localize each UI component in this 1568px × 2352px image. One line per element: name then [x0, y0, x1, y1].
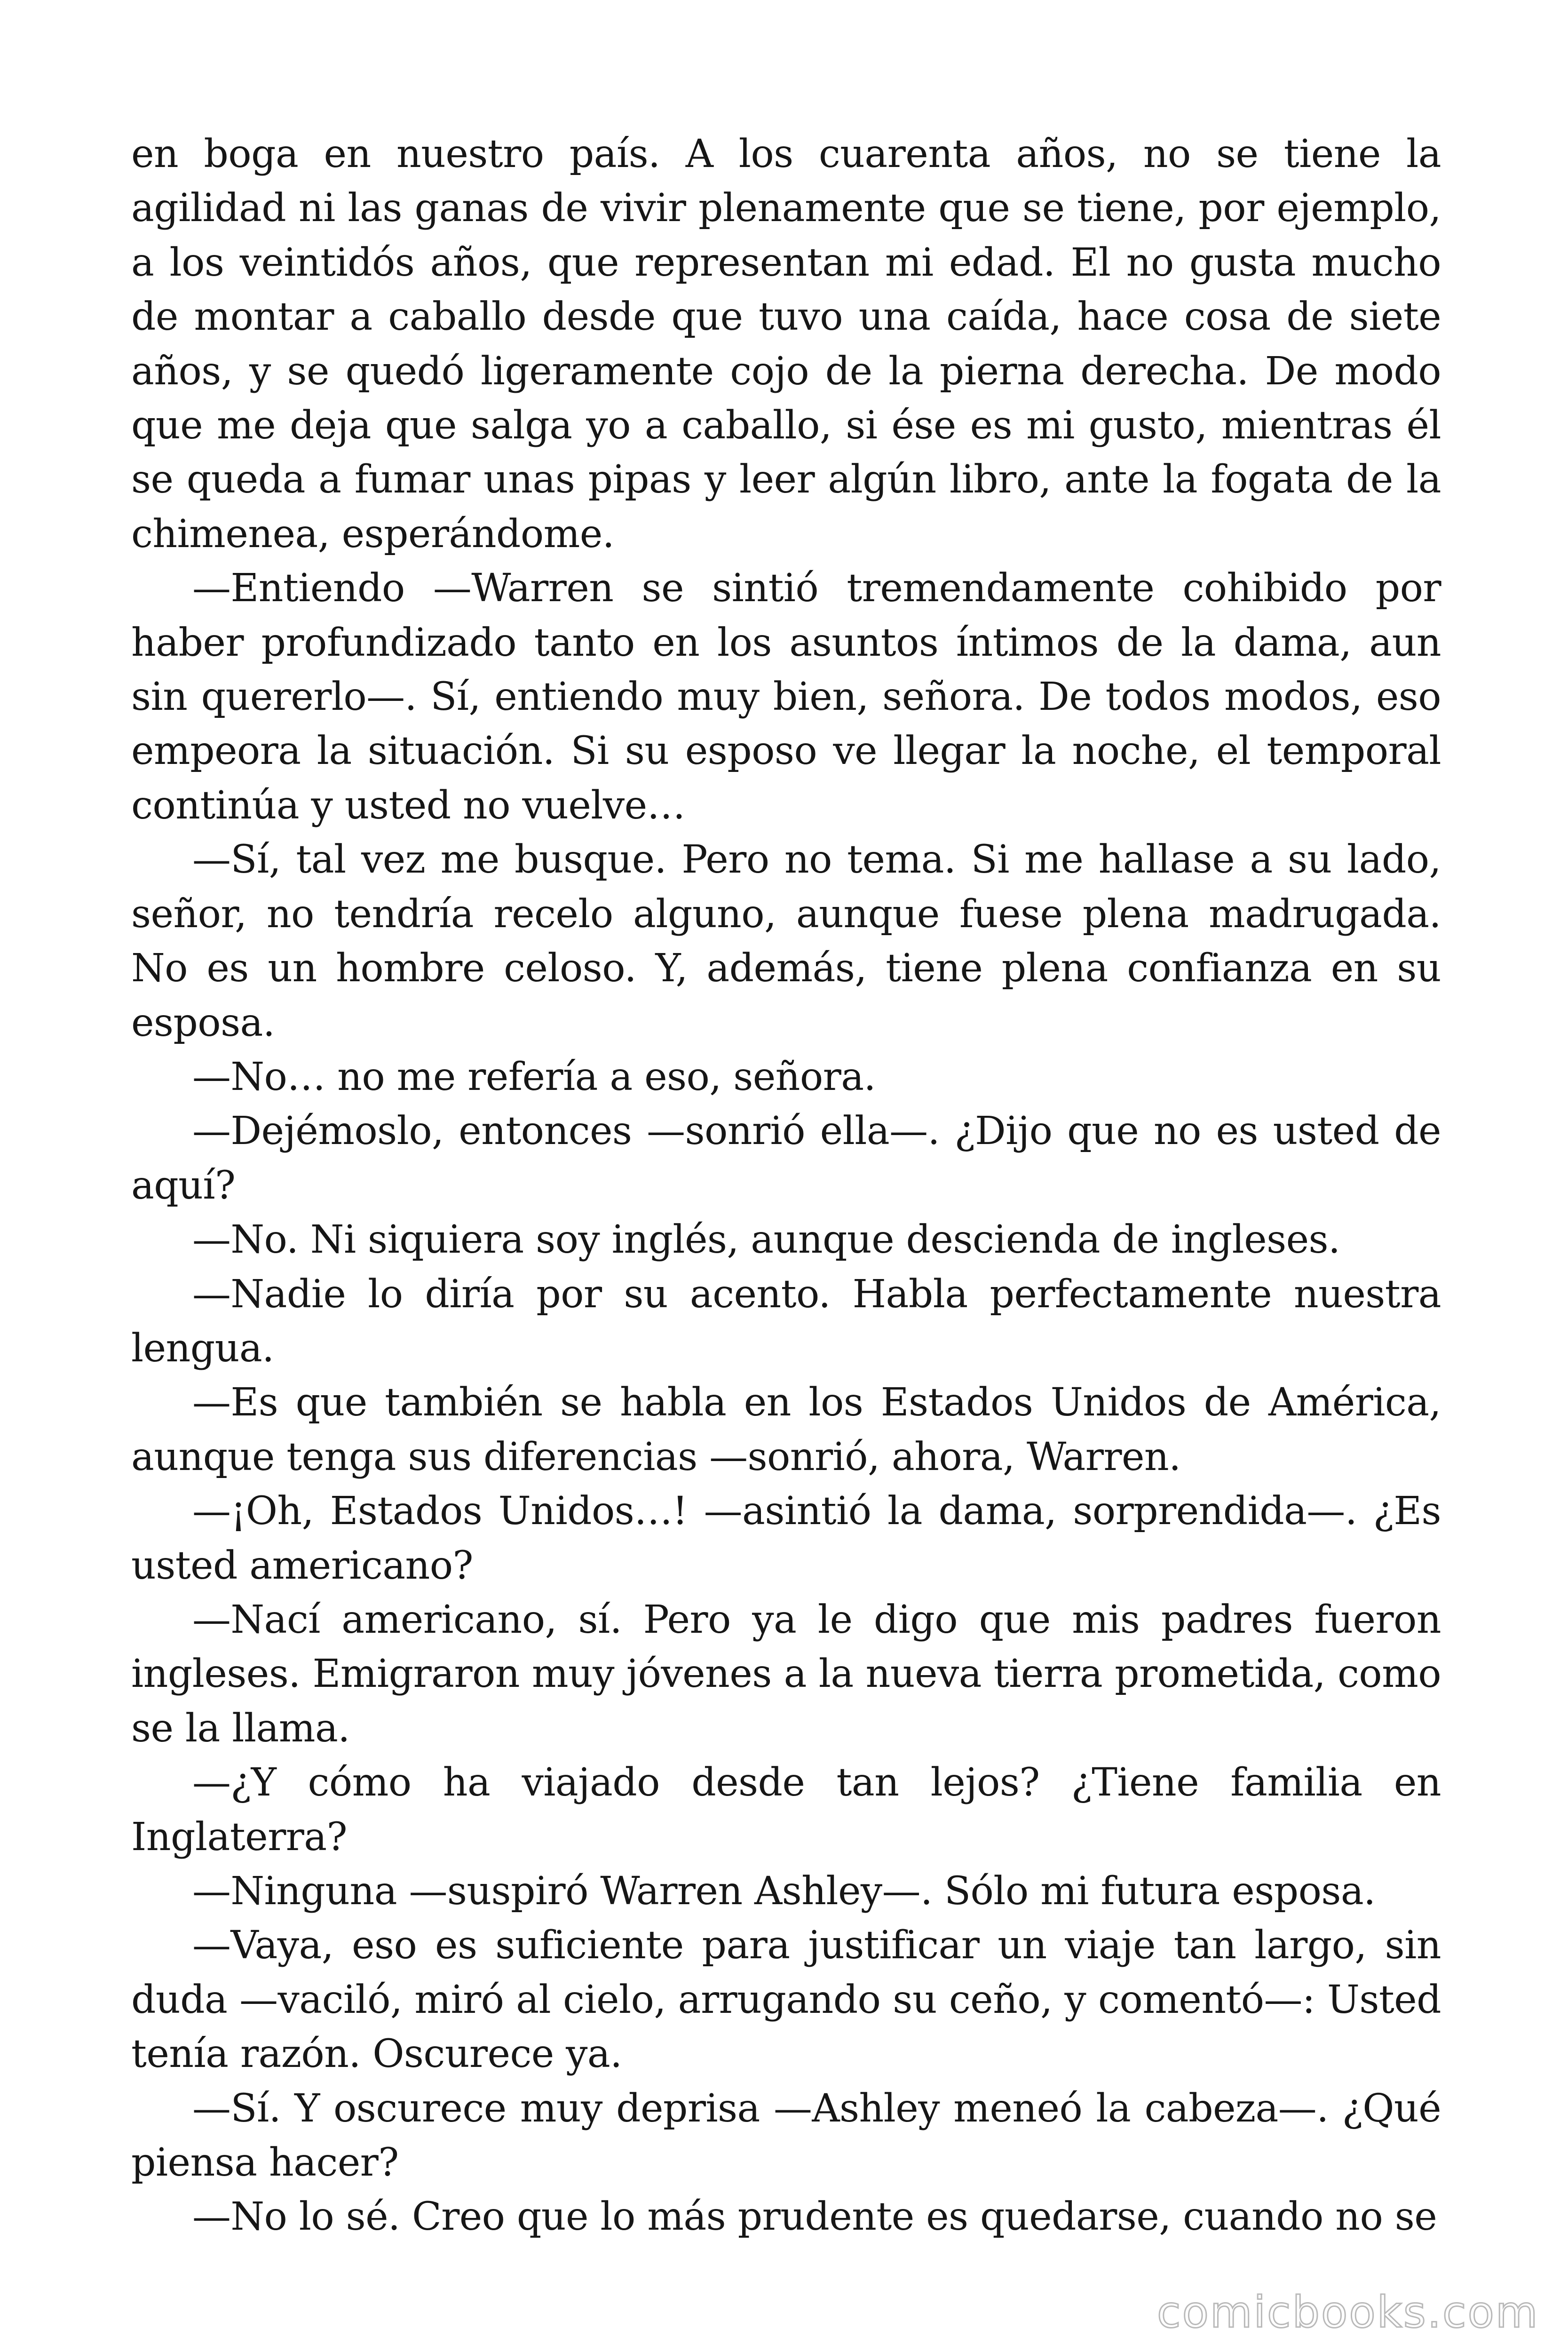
- paragraph: en boga en nuestro país. A los cuarenta años, no se tiene la agilidad ni las ganas de vivir plenamente que se tiene, por ejemplo, a los veintidós años, que representan mi edad. El no gusta mucho de montar a caballo desde que tuvo una caída, hace cosa de siete años, y se quedó ligeramente cojo de la pierna derecha. De modo que me deja que salga yo a caballo, si ése es mi gusto, mientras él se queda a fumar unas pipas y leer algún libro, ante la fogata de la chimenea, esperándome.: [131, 132, 1441, 556]
- paragraph: —¡Oh, Estados Unidos…! —asintió la dama, sorprendida—. ¿Es usted americano?: [131, 1489, 1441, 1588]
- paragraph: —Vaya, eso es suficiente para justificar un viaje tan largo, sin duda —vaciló, miró al cielo, arrugando su ceño, y comentó—: Usted tenía razón. Oscurece ya.: [131, 1923, 1441, 2077]
- watermark: comicbooks.com: [1157, 2287, 1539, 2337]
- paragraph: —Entiendo —Warren se sintió tremendamente cohibido por haber profundizado tanto en los asuntos íntimos de la dama, aun sin quererlo—. Sí, entiendo muy bien, señora. De todos modos, eso empeora la situación. Si su esposo ve llegar la noche, el temporal continúa y usted no vuelve…: [131, 566, 1441, 828]
- paragraph: —Dejémoslo, entonces —sonrió ella—. ¿Dijo que no es usted de aquí?: [131, 1109, 1441, 1208]
- paragraph: —Nací americano, sí. Pero ya le digo que mis padres fueron ingleses. Emigraron muy jóvenes a la nueva tierra prometida, como se la llama.: [131, 1597, 1441, 1751]
- paragraph: —Es que también se habla en los Estados Unidos de América, aunque tenga sus diferencias —sonrió, ahora, Warren.: [131, 1380, 1441, 1479]
- paragraph: —Sí, tal vez me busque. Pero no tema. Si me hallase a su lado, señor, no tendría recelo alguno, aunque fuese plena madrugada. No es un hombre celoso. Y, además, tiene plena confianza en su esposa.: [131, 837, 1441, 1045]
- paragraph: —¿Y cómo ha viajado desde tan lejos? ¿Tiene familia en Inglaterra?: [131, 1760, 1441, 1859]
- paragraph: —No. Ni siquiera soy inglés, aunque descienda de ingleses.: [192, 1217, 1340, 1263]
- paragraph: —No… no me refería a eso, señora.: [192, 1054, 876, 1099]
- paragraph: —Nadie lo diría por su acento. Habla perfectamente nuestra lengua.: [131, 1271, 1441, 1371]
- paragraph: —Ninguna —suspiró Warren Ashley—. Sólo mi futura esposa.: [192, 1869, 1376, 1914]
- paragraph: —No lo sé. Creo que lo más prudente es quedarse, cuando no se: [192, 2194, 1437, 2240]
- book-page-text: [131, 127, 1441, 2244]
- paragraph: —Sí. Y oscurece muy deprisa —Ashley meneó la cabeza—. ¿Qué piensa hacer?: [131, 2086, 1441, 2185]
